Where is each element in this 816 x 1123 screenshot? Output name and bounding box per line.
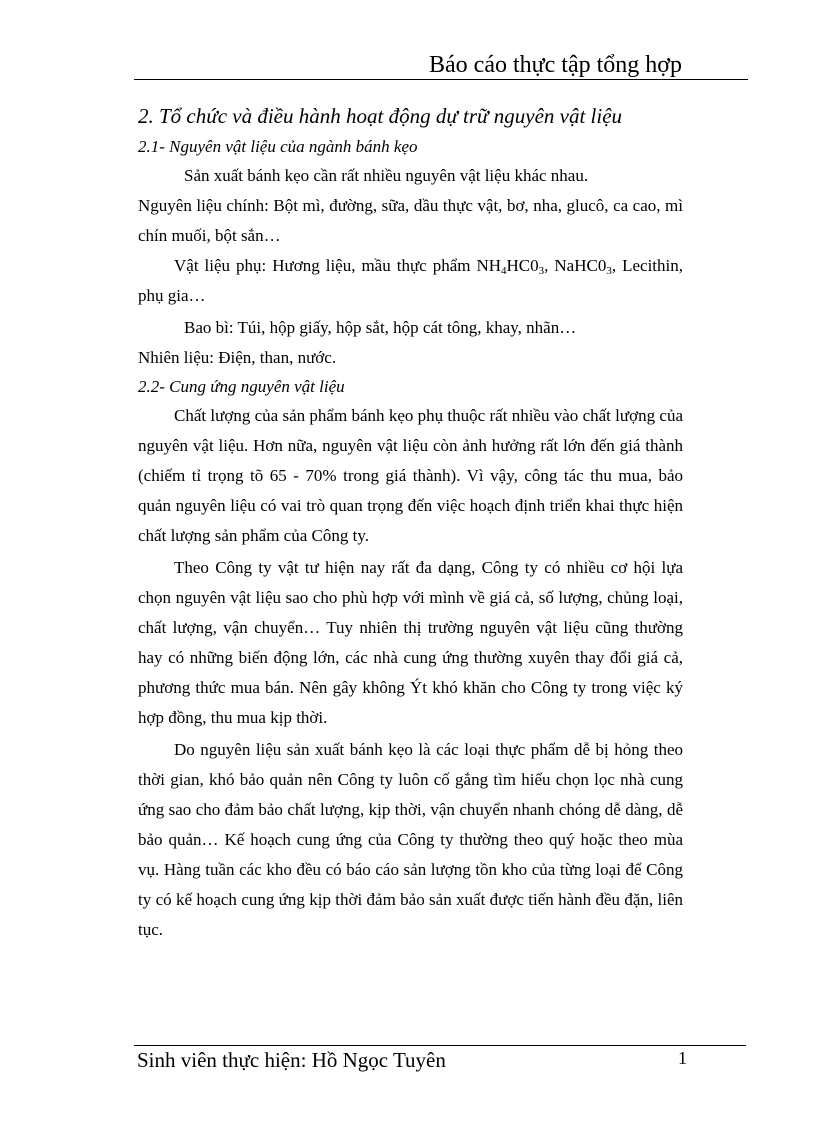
header-divider [134,79,748,80]
paragraph-packaging: Bao bì: Túi, hộp giấy, hộp sắt, hộp cát tông, khay, nhãn… [184,318,577,337]
subscript-3b: 3 [606,265,612,277]
paragraph-supply-plan: Do nguyên liệu sản xuất bánh kẹo là các loại thực phẩm dễ bị hỏng theo thời gian, khó bảo quản nên Công ty luôn cố gắng tìm hiểu chọn lọc nhà cung ứng sao cho đảm bảo chất lượng, kịp thời, vận chuyển nhanh chóng dễ dàng, dễ bảo quản… Kế hoạch cung ứng của Công ty thường theo quý hoặc theo mùa vụ. Hàng tuần các kho đều có báo cáo sản lượng tồn kho của từng loại để Công ty có kế hoạch cung ứng kịp thời đảm bảo sản xuất được tiến hành đều đặn, liên tục. [138,740,683,939]
paragraph-main-materials: Nguyên liệu chính: Bột mì, đường, sữa, dầu thực vật, bơ, nha, glucô, ca cao, mì chín muối, bột sắn… [138,196,683,245]
auxiliary-text-a: Vật liệu phụ: Hương liệu, mầu thực phẩm NH [174,256,502,275]
subsection-title-2-2: 2.2- Cung ứng nguyên vật liệu [138,377,345,396]
auxiliary-text-b: HC0 [506,256,539,275]
paragraph-fuel: Nhiên liệu: Điện, than, nước. [138,348,337,367]
section-title: 2. Tổ chức và điều hành hoạt động dự trữ nguyên vật liệu [138,104,623,128]
header-title: Báo cáo thực tập tổng hợp [429,52,682,78]
footer-author: Sinh viên thực hiện: Hồ Ngọc Tuyên [137,1048,446,1072]
page-number: 1 [678,1048,687,1068]
paragraph-auxiliary-materials [138,251,683,311]
subsection-title-2-1: 2.1- Nguyên vật liệu của ngành bánh kẹo [138,137,418,156]
paragraph-suppliers: Theo Công ty vật tư hiện nay rất đa dạng, Công ty có nhiều cơ hội lựa chọn nguyên vật liệu sao cho phù hợp với mình về giá cả, số lượng, chủng loại, chất lượng, vận chuyển… Tuy nhiên thị trường nguyên vật liệu cũng thường hay có những biến động lớn, các nhà cung ứng thường xuyên thay đổi giá cả, phương thức mua bán. Nên gây không Ýt khó khăn cho Công ty trong việc ký hợp đồng, thu mua kịp thời. [138,558,683,727]
page-content [138,101,683,945]
subscript-4: 4 [501,265,507,277]
subscript-3a: 3 [538,265,545,277]
paragraph-quality: Chất lượng của sản phẩm bánh kẹo phụ thuộc rất nhiều vào chất lượng của nguyên vật liệu. Hơn nữa, nguyên vật liệu còn ảnh hưởng rất lớn đến giá thành (chiếm tỉ trọng tõ 65 - 70% trong giá thành). Vì vậy, công tác thu mua, bảo quản nguyên liệu có vai trò quan trọng đến việc hoạch định triển khai thực hiện chất lượng sản phẩm của Công ty. [138,406,683,545]
auxiliary-text-d: , Lecithin, phụ gia… [138,256,683,305]
paragraph-intro: Sản xuất bánh kẹo cần rất nhiều nguyên vật liệu khác nhau. [184,166,589,185]
auxiliary-text-c: , NaHC0 [544,256,607,275]
